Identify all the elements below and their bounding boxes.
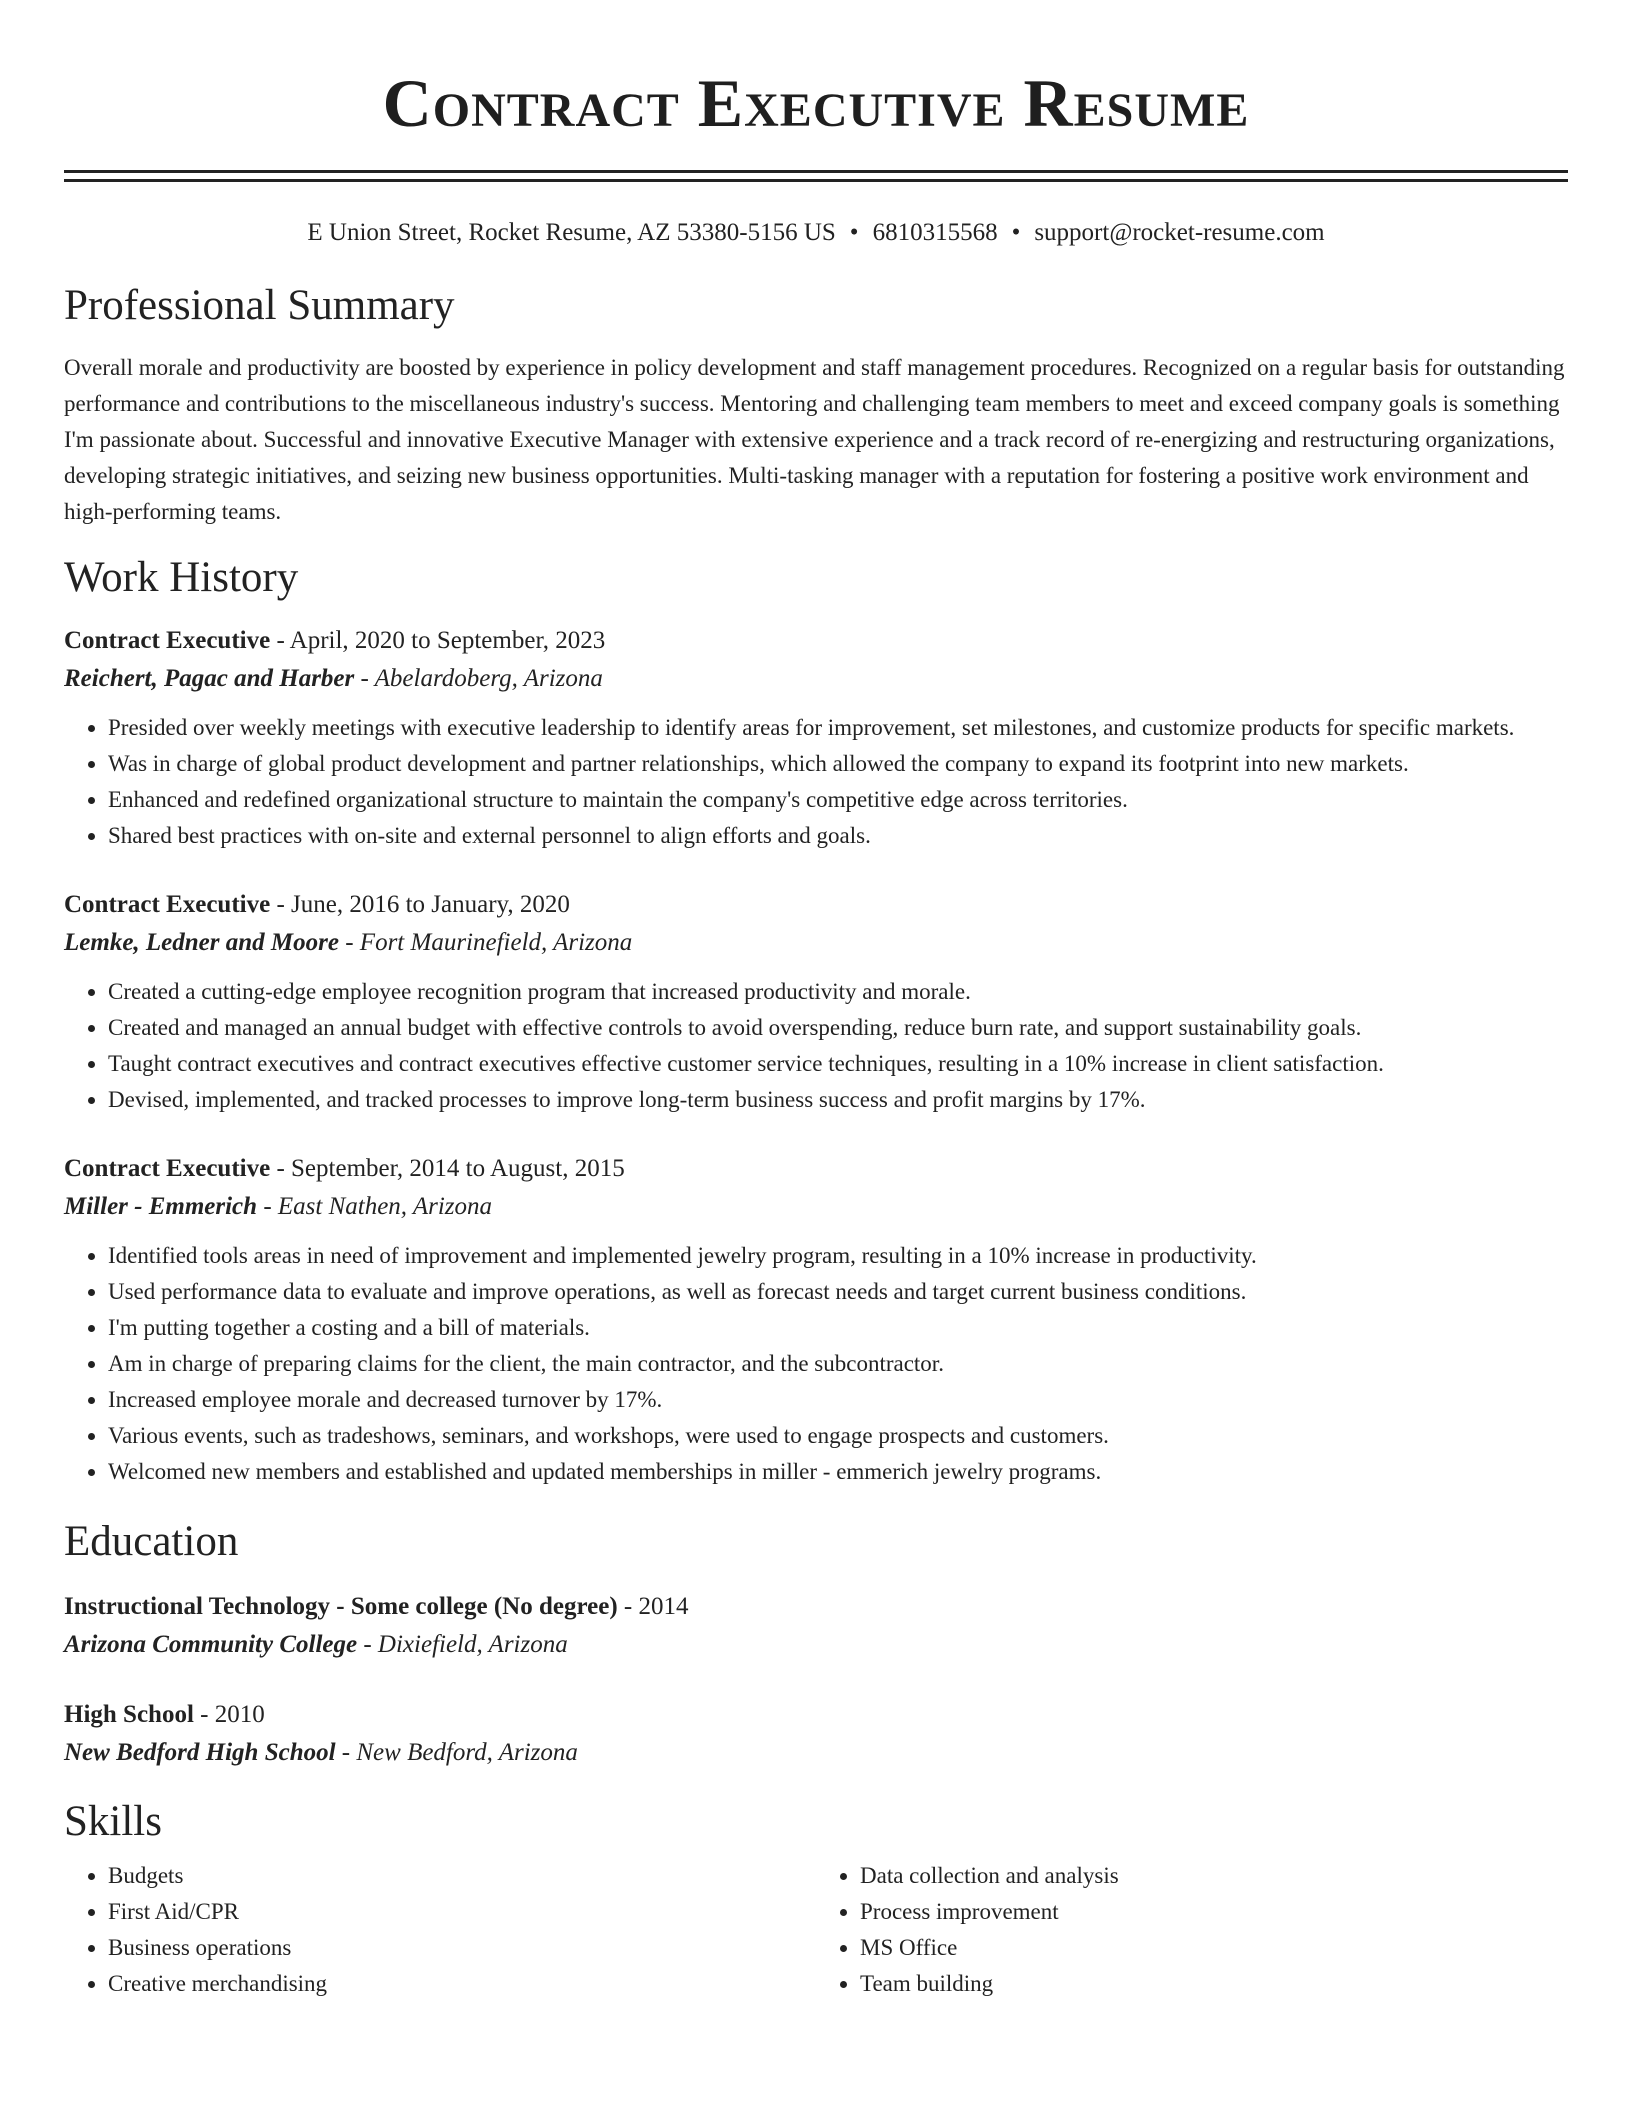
- job-bullets: [64, 974, 1568, 1118]
- resume-title: Contract Executive Resume: [382, 65, 1250, 141]
- job-location: - Abelardoberg, Arizona: [354, 665, 603, 692]
- title-divider-top: [64, 170, 1568, 173]
- job-dates: - September, 2014 to August, 2015: [270, 1155, 625, 1182]
- list-item: • Was in charge of global product development and partner relationships, which allowed the company to expand its footprint into new markets.: [108, 746, 1568, 782]
- job-location: - East Nathen, Arizona: [257, 1193, 493, 1220]
- education-school-line: [64, 1626, 1568, 1664]
- education-school: New Bedford High School: [64, 1739, 336, 1766]
- education-school-line: [64, 1734, 1568, 1772]
- job-header: [64, 622, 1568, 660]
- job-entry: [64, 886, 1568, 1118]
- list-item: • Various events, such as tradeshows, seminars, and workshops, were used to engage prospects and customers.: [108, 1418, 1568, 1454]
- job-employer: [64, 1188, 1568, 1226]
- contact-line: [64, 216, 1568, 250]
- education-header: [64, 1588, 1568, 1626]
- skill-item: • Business operations: [108, 1930, 816, 1966]
- job-header: [64, 1150, 1568, 1188]
- skills-columns: [64, 1858, 1568, 2002]
- skills-heading: Skills: [64, 1798, 162, 1845]
- job-entry: [64, 1150, 1568, 1490]
- job-employer: [64, 660, 1568, 698]
- list-item: • I'm putting together a costing and a bill of materials.: [108, 1310, 1568, 1346]
- job-header: [64, 886, 1568, 924]
- list-item: • Used performance data to evaluate and improve operations, as well as forecast needs and target current business conditions.: [108, 1274, 1568, 1310]
- summary-text: Overall morale and productivity are boosted by experience in policy development and staff management procedures. Recognized on a regular basis for outstanding performance and contributions to the miscellaneous industry's success. Mentoring and challenging team members to meet and exceed company goals is something I'm passionate about. Successful and innovative Executive Manager with extensive experience and a track record of re-energizing and restructuring organizations, developing strategic initiatives, and seizing new business opportunities. Multi-tasking manager with a reputation for fostering a positive work environment and high-performing teams.: [64, 355, 1565, 524]
- summary-heading: Professional Summary: [64, 282, 455, 329]
- skill-item: • First Aid/CPR: [108, 1894, 816, 1930]
- education-entry: [64, 1696, 1568, 1772]
- contact-separator: •: [849, 219, 859, 246]
- job-company: Miller - Emmerich: [64, 1193, 258, 1220]
- education-year: - 2010: [193, 1701, 265, 1728]
- list-item: • Created a cutting-edge employee recognition program that increased productivity and morale.: [108, 974, 1568, 1010]
- skills-list-left: [64, 1858, 816, 2002]
- contact-email[interactable]: support@rocket-resume.com: [1034, 219, 1325, 246]
- list-item: • Presided over weekly meetings with executive leadership to identify areas for improvement, set milestones, and customize products for specific markets.: [108, 710, 1568, 746]
- job-title: Contract Executive: [64, 891, 271, 918]
- education-heading: Education: [64, 1518, 239, 1565]
- skill-item: • MS Office: [860, 1930, 1568, 1966]
- contact-phone: 6810315568: [872, 219, 998, 246]
- job-title: Contract Executive: [64, 1155, 271, 1182]
- education-location: - Dixiefield, Arizona: [357, 1631, 568, 1658]
- list-item: • Am in charge of preparing claims for the client, the main contractor, and the subcontractor.: [108, 1346, 1568, 1382]
- list-item: • Taught contract executives and contract executives effective customer service techniques, resulting in a 10% increase in client satisfaction.: [108, 1046, 1568, 1082]
- skill-item: • Data collection and analysis: [860, 1858, 1568, 1894]
- list-item: • Created and managed an annual budget with effective controls to avoid overspending, reduce burn rate, and support sustainability goals.: [108, 1010, 1568, 1046]
- education-school: Arizona Community College: [64, 1631, 358, 1658]
- education-degree: Instructional Technology - Some college (No degree): [64, 1593, 618, 1620]
- work-history-heading: Work History: [64, 554, 299, 601]
- education-degree: High School: [64, 1701, 194, 1728]
- skill-item: • Team building: [860, 1966, 1568, 2002]
- skill-item: • Process improvement: [860, 1894, 1568, 1930]
- list-item: • Welcomed new members and established and updated memberships in miller - emmerich jewelry programs.: [108, 1454, 1568, 1490]
- job-dates: - June, 2016 to January, 2020: [270, 891, 570, 918]
- list-item: • Identified tools areas in need of improvement and implemented jewelry program, resulting in a 10% increase in productivity.: [108, 1238, 1568, 1274]
- education-year: - 2014: [617, 1593, 689, 1620]
- skill-item: • Budgets: [108, 1858, 816, 1894]
- education-header: [64, 1696, 1568, 1734]
- job-location: - Fort Maurinefield, Arizona: [338, 929, 633, 956]
- education-location: - New Bedford, Arizona: [335, 1739, 578, 1766]
- education-entry: [64, 1588, 1568, 1664]
- job-bullets: [64, 710, 1568, 854]
- job-company: Lemke, Ledner and Moore: [64, 929, 339, 956]
- list-item: • Increased employee morale and decreased turnover by 17%.: [108, 1382, 1568, 1418]
- job-entry: [64, 622, 1568, 854]
- job-dates: - April, 2020 to September, 2023: [270, 627, 606, 654]
- skills-list-right: [816, 1858, 1568, 2002]
- contact-address: E Union Street, Rocket Resume, AZ 53380-5156 US: [307, 219, 836, 246]
- title-divider-bottom: [64, 179, 1568, 182]
- job-employer: [64, 924, 1568, 962]
- list-item: • Devised, implemented, and tracked processes to improve long-term business success and profit margins by 17%.: [108, 1082, 1568, 1118]
- contact-separator: •: [1011, 219, 1021, 246]
- job-company: Reichert, Pagac and Harber: [64, 665, 355, 692]
- job-title: Contract Executive: [64, 627, 271, 654]
- job-bullets: [64, 1238, 1568, 1490]
- list-item: • Shared best practices with on-site and external personnel to align efforts and goals.: [108, 818, 1568, 854]
- skill-item: • Creative merchandising: [108, 1966, 816, 2002]
- list-item: • Enhanced and redefined organizational structure to maintain the company's competitive edge across territories.: [108, 782, 1568, 818]
